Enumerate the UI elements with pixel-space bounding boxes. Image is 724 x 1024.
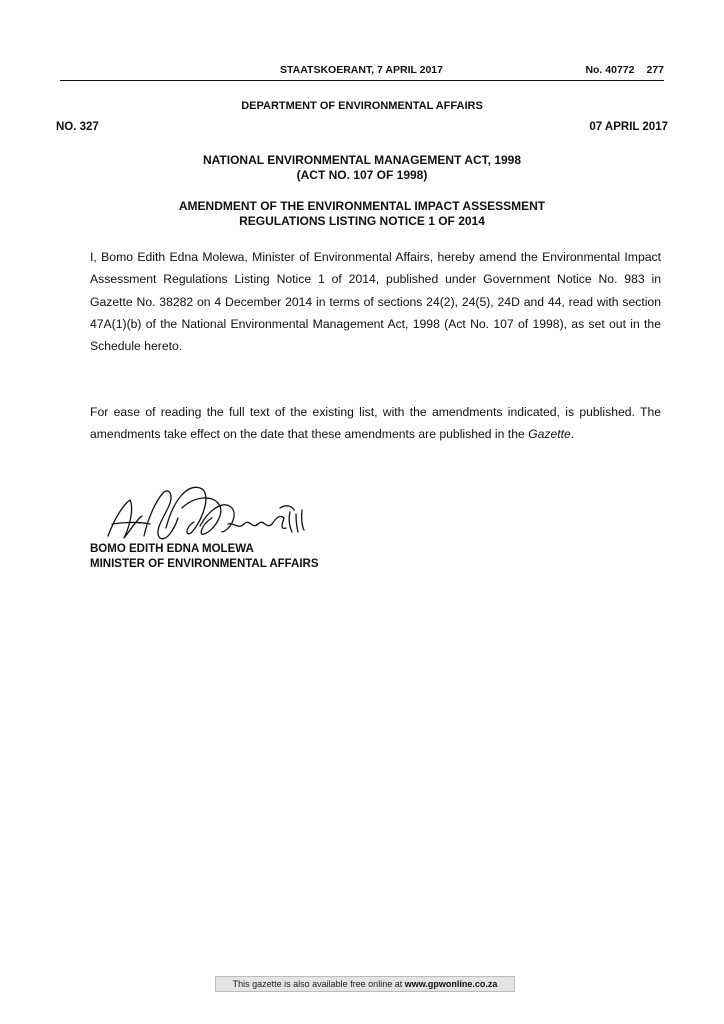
- gazette-title: STAATSKOERANT, 7 APRIL 2017: [280, 64, 443, 76]
- paragraph-2-end: .: [570, 427, 575, 442]
- issue-info: [585, 64, 664, 76]
- amendment-title: [0, 199, 724, 229]
- amendment-title-line1: AMENDMENT OF THE ENVIRONMENTAL IMPACT ASSESSMENT: [178, 199, 546, 213]
- footer-text: This gazette is also available free online at: [232, 979, 405, 989]
- department-heading: DEPARTMENT OF ENVIRONMENTAL AFFAIRS: [241, 100, 483, 112]
- act-title: [0, 153, 724, 183]
- issue-number: No. 40772: [585, 64, 635, 76]
- footer-url-link[interactable]: www.gpwonline.co.za: [404, 979, 498, 989]
- body-paragraph-2: [90, 401, 661, 446]
- page-number: 277: [646, 64, 664, 76]
- notice-date: 07 APRIL 2017: [589, 121, 668, 133]
- body-paragraph-1: I, Bomo Edith Edna Molewa, Minister of Environmental Affairs, hereby amend the Environmental Impact Assessment Regulations Listing Notice 1 of 2014, published under Government Notice No. 983 in Gazette No. 38282 on 4 December 2014 in terms of sections 24(2), 24(5), 24D and 44, read with section 47A(1)(b) of the National Environmental Management Act, 1998 (Act No. 107 of 1998), as set out in the Schedule hereto.: [90, 250, 661, 354]
- amendment-title-line2: REGULATIONS LISTING NOTICE 1 OF 2014: [239, 214, 485, 228]
- gazette-italic: Gazette: [528, 427, 571, 442]
- signatory-name: BOMO EDITH EDNA MOLEWA: [90, 543, 254, 555]
- act-title-line2: (ACT NO. 107 OF 1998): [296, 168, 428, 182]
- signatory-block: [90, 542, 319, 571]
- notice-number: NO. 327: [56, 121, 99, 133]
- running-header: [60, 62, 664, 81]
- paragraph-2-text: For ease of reading the full text of the existing list, with the amendments indicated, is published. The amendments take effect on the date that these amendments are published in the: [90, 405, 661, 442]
- signatory-title: MINISTER OF ENVIRONMENTAL AFFAIRS: [90, 557, 319, 570]
- handwritten-signature: [104, 478, 324, 548]
- act-title-line1: NATIONAL ENVIRONMENTAL MANAGEMENT ACT, 1998: [202, 153, 522, 167]
- footer-banner: [215, 976, 515, 992]
